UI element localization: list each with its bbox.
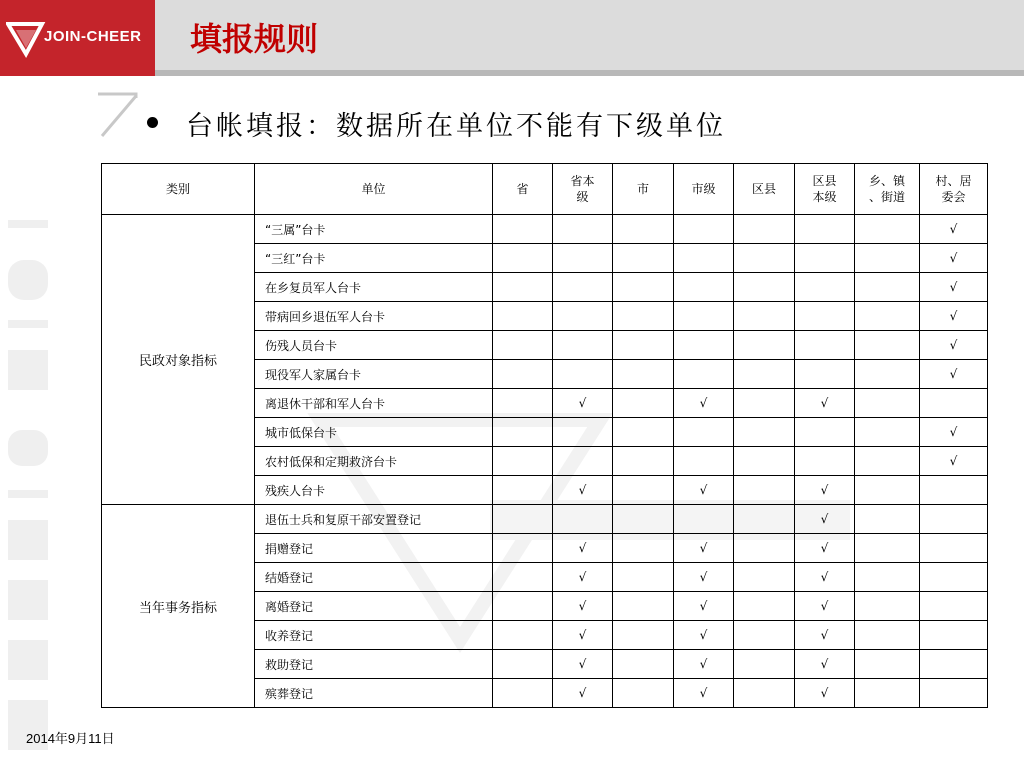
empty-cell	[613, 621, 674, 650]
checkmark-cell: √	[920, 331, 988, 360]
empty-cell	[734, 505, 795, 534]
column-header: 村、居 委会	[920, 164, 988, 215]
empty-cell	[734, 447, 795, 476]
empty-cell	[734, 476, 795, 505]
checkmark-cell: √	[674, 592, 734, 621]
checkmark-cell: √	[674, 650, 734, 679]
unit-cell: 伤残人员台卡	[255, 331, 493, 360]
empty-cell	[493, 418, 553, 447]
unit-cell: 残疾人台卡	[255, 476, 493, 505]
empty-cell	[734, 679, 795, 708]
unit-cell: 农村低保和定期救济台卡	[255, 447, 493, 476]
empty-cell	[493, 563, 553, 592]
empty-cell	[920, 621, 988, 650]
checkmark-cell: √	[553, 650, 613, 679]
checkmark-cell: √	[553, 679, 613, 708]
empty-cell	[613, 592, 674, 621]
unit-cell: 殡葬登记	[255, 679, 493, 708]
side-watermark-icon	[0, 200, 60, 768]
checkmark-cell: √	[920, 418, 988, 447]
empty-cell	[613, 534, 674, 563]
empty-cell	[553, 360, 613, 389]
empty-cell	[674, 302, 734, 331]
empty-cell	[734, 563, 795, 592]
checkmark-cell: √	[795, 592, 855, 621]
empty-cell	[920, 389, 988, 418]
empty-cell	[674, 505, 734, 534]
empty-cell	[613, 302, 674, 331]
empty-cell	[855, 447, 920, 476]
empty-cell	[613, 360, 674, 389]
empty-cell	[493, 447, 553, 476]
empty-cell	[855, 215, 920, 244]
empty-cell	[493, 273, 553, 302]
empty-cell	[613, 650, 674, 679]
empty-cell	[493, 244, 553, 273]
empty-cell	[795, 447, 855, 476]
table-row	[102, 215, 988, 244]
empty-cell	[855, 476, 920, 505]
empty-cell	[613, 215, 674, 244]
column-header: 市级	[674, 164, 734, 215]
empty-cell	[795, 302, 855, 331]
empty-cell	[855, 592, 920, 621]
checkmark-cell: √	[920, 273, 988, 302]
empty-cell	[613, 273, 674, 302]
empty-cell	[613, 389, 674, 418]
empty-cell	[920, 534, 988, 563]
empty-cell	[920, 650, 988, 679]
empty-cell	[855, 679, 920, 708]
unit-cell: “三属”台卡	[255, 215, 493, 244]
column-header: 乡、镇 、街道	[855, 164, 920, 215]
empty-cell	[674, 215, 734, 244]
unit-cell: 收养登记	[255, 621, 493, 650]
checkmark-cell: √	[674, 621, 734, 650]
rules-table	[101, 163, 988, 708]
empty-cell	[920, 476, 988, 505]
logo-text: JOIN-CHEER	[44, 28, 142, 45]
checkmark-cell: √	[795, 389, 855, 418]
empty-cell	[734, 273, 795, 302]
empty-cell	[553, 331, 613, 360]
empty-cell	[734, 244, 795, 273]
empty-cell	[674, 273, 734, 302]
empty-cell	[855, 650, 920, 679]
empty-cell	[493, 621, 553, 650]
empty-cell	[734, 592, 795, 621]
empty-cell	[795, 244, 855, 273]
empty-cell	[734, 650, 795, 679]
empty-cell	[553, 215, 613, 244]
logo	[0, 0, 155, 76]
empty-cell	[613, 679, 674, 708]
empty-cell	[553, 447, 613, 476]
checkmark-cell: √	[553, 592, 613, 621]
empty-cell	[920, 505, 988, 534]
empty-cell	[493, 360, 553, 389]
empty-cell	[493, 592, 553, 621]
empty-cell	[553, 302, 613, 331]
checkmark-cell: √	[795, 534, 855, 563]
empty-cell	[734, 534, 795, 563]
checkmark-cell: √	[674, 679, 734, 708]
empty-cell	[553, 273, 613, 302]
empty-cell	[613, 331, 674, 360]
empty-cell	[855, 331, 920, 360]
unit-cell: 救助登记	[255, 650, 493, 679]
unit-cell: “三红”台卡	[255, 244, 493, 273]
empty-cell	[855, 302, 920, 331]
unit-cell: 离婚登记	[255, 592, 493, 621]
checkmark-cell: √	[795, 505, 855, 534]
empty-cell	[674, 418, 734, 447]
empty-cell	[855, 273, 920, 302]
empty-cell	[795, 273, 855, 302]
empty-cell	[674, 447, 734, 476]
empty-cell	[920, 679, 988, 708]
empty-cell	[674, 331, 734, 360]
empty-cell	[553, 505, 613, 534]
checkmark-cell: √	[674, 534, 734, 563]
column-header: 类别	[102, 164, 255, 215]
logo-mark-icon	[6, 10, 46, 66]
checkmark-cell: √	[920, 302, 988, 331]
checkmark-cell: √	[920, 215, 988, 244]
checkmark-cell: √	[920, 360, 988, 389]
footer-date: 2014年9月11日	[26, 731, 115, 746]
column-header: 单位	[255, 164, 493, 215]
category-cell: 当年事务指标	[102, 505, 255, 708]
unit-cell: 带病回乡退伍军人台卡	[255, 302, 493, 331]
empty-cell	[674, 244, 734, 273]
unit-cell: 捐赠登记	[255, 534, 493, 563]
empty-cell	[734, 621, 795, 650]
empty-cell	[493, 215, 553, 244]
column-header: 区县 本级	[795, 164, 855, 215]
column-header: 市	[613, 164, 674, 215]
category-cell: 民政对象指标	[102, 215, 255, 505]
checkmark-cell: √	[795, 679, 855, 708]
empty-cell	[553, 244, 613, 273]
table-header-row	[102, 164, 988, 215]
checkmark-cell: √	[553, 476, 613, 505]
header-underline	[155, 70, 1024, 76]
empty-cell	[855, 360, 920, 389]
checkmark-cell: √	[674, 476, 734, 505]
checkmark-cell: √	[674, 563, 734, 592]
column-header: 省	[493, 164, 553, 215]
bullet-dot	[147, 117, 158, 128]
empty-cell	[734, 389, 795, 418]
empty-cell	[493, 302, 553, 331]
slide-title: 填报规则	[190, 20, 319, 58]
empty-cell	[674, 360, 734, 389]
empty-cell	[920, 592, 988, 621]
checkmark-cell: √	[553, 563, 613, 592]
empty-cell	[855, 505, 920, 534]
checkmark-cell: √	[920, 244, 988, 273]
checkmark-cell: √	[795, 563, 855, 592]
empty-cell	[855, 244, 920, 273]
empty-cell	[613, 244, 674, 273]
unit-cell: 城市低保台卡	[255, 418, 493, 447]
checkmark-cell: √	[795, 476, 855, 505]
unit-cell: 退伍士兵和复原干部安置登记	[255, 505, 493, 534]
empty-cell	[613, 476, 674, 505]
unit-cell: 在乡复员军人台卡	[255, 273, 493, 302]
checkmark-cell: √	[553, 389, 613, 418]
empty-cell	[613, 418, 674, 447]
empty-cell	[734, 418, 795, 447]
empty-cell	[493, 650, 553, 679]
empty-cell	[613, 563, 674, 592]
empty-cell	[855, 389, 920, 418]
empty-cell	[855, 621, 920, 650]
unit-cell: 离退休干部和军人台卡	[255, 389, 493, 418]
empty-cell	[734, 360, 795, 389]
empty-cell	[493, 389, 553, 418]
empty-cell	[493, 534, 553, 563]
empty-cell	[734, 302, 795, 331]
empty-cell	[493, 679, 553, 708]
checkmark-cell: √	[920, 447, 988, 476]
empty-cell	[795, 360, 855, 389]
empty-cell	[493, 331, 553, 360]
empty-cell	[613, 447, 674, 476]
empty-cell	[920, 563, 988, 592]
empty-cell	[553, 418, 613, 447]
checkmark-cell: √	[674, 389, 734, 418]
empty-cell	[734, 331, 795, 360]
empty-cell	[613, 505, 674, 534]
empty-cell	[493, 505, 553, 534]
table-row	[102, 505, 988, 534]
checkmark-cell: √	[795, 621, 855, 650]
empty-cell	[855, 418, 920, 447]
empty-cell	[795, 215, 855, 244]
empty-cell	[855, 534, 920, 563]
arrow-corner-icon	[96, 92, 140, 140]
empty-cell	[795, 418, 855, 447]
checkmark-cell: √	[553, 534, 613, 563]
unit-cell: 现役军人家属台卡	[255, 360, 493, 389]
empty-cell	[493, 476, 553, 505]
bullet-text: 台帐填报：数据所在单位不能有下级单位	[186, 111, 726, 142]
empty-cell	[795, 331, 855, 360]
empty-cell	[734, 215, 795, 244]
empty-cell	[855, 563, 920, 592]
unit-cell: 结婚登记	[255, 563, 493, 592]
checkmark-cell: √	[795, 650, 855, 679]
column-header: 区县	[734, 164, 795, 215]
checkmark-cell: √	[553, 621, 613, 650]
column-header: 省本 级	[553, 164, 613, 215]
